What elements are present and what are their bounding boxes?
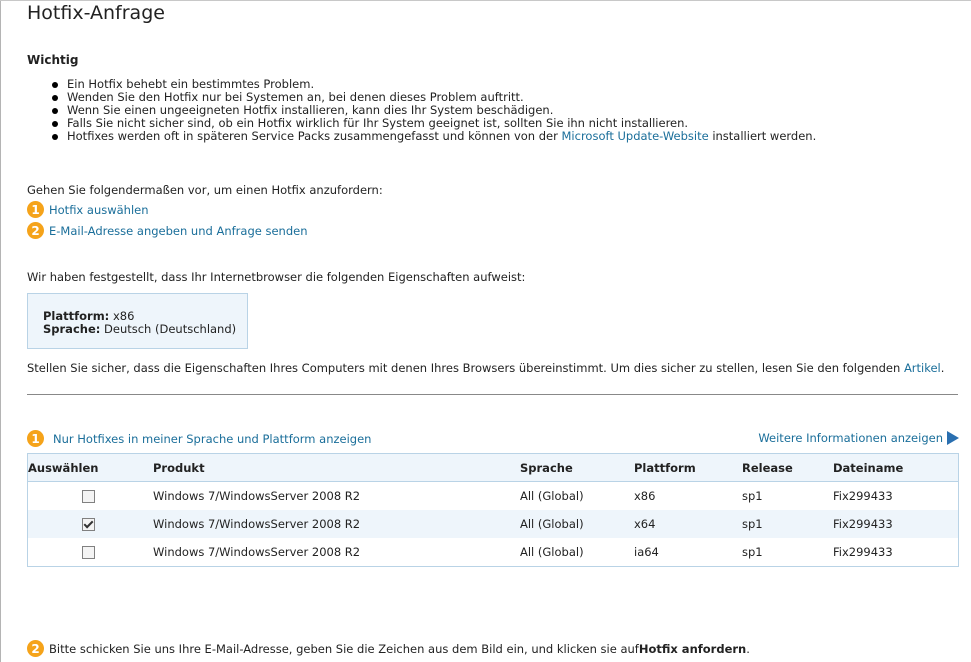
col-platform: Plattform <box>634 454 742 482</box>
select-cell <box>28 510 154 538</box>
select-checkbox[interactable] <box>82 490 95 503</box>
platform-cell: ia64 <box>634 545 659 559</box>
email-step-text: Bitte schicken Sie uns Ihre E-Mail-Adresse, geben Sie die Zeichen aus dem Bild ein, und klicken sie auf <box>49 641 639 656</box>
arrow-right-icon[interactable] <box>947 431 959 445</box>
language-cell: All (Global) <box>520 545 584 559</box>
step-2 <box>27 222 308 239</box>
col-product: Produkt <box>153 454 520 482</box>
email-request-link[interactable]: E-Mail-Adresse angeben und Anfrage senden <box>49 223 308 238</box>
email-step <box>27 640 750 657</box>
table-row <box>28 482 959 511</box>
platform-cell: x86 <box>634 489 656 503</box>
product-cell: Windows 7/WindowsServer 2008 R2 <box>153 489 361 503</box>
language-row <box>43 323 247 336</box>
note-item: Wenn Sie einen ungeeigneten Hotfix installieren, kann dies Ihr System beschädigen. <box>50 104 816 117</box>
step-1 <box>27 201 149 218</box>
ensure-prefix: Stellen Sie sicher, dass die Eigenschaften Ihres Computers mit denen Ihres Browsers übereinstimmt. Um dies sicher zu stellen, lesen Sie den folgenden <box>27 361 904 375</box>
more-info[interactable] <box>758 431 959 445</box>
select-cell <box>28 482 154 511</box>
language-cell: All (Global) <box>520 510 634 538</box>
filename-cell: Fix299433 <box>833 510 959 538</box>
platform-label: Plattform: <box>43 309 110 323</box>
note-item: Wenden Sie den Hotfix nur bei Systemen an, bei denen dieses Problem auftritt. <box>50 91 816 104</box>
hotfix-table <box>27 453 959 567</box>
article-link[interactable]: Artikel <box>903 361 941 375</box>
filename-cell: Fix299433 <box>833 545 893 559</box>
email-step-suffix: . <box>746 641 750 656</box>
platform-cell: x64 <box>634 510 742 538</box>
release-cell: sp1 <box>742 545 763 559</box>
select-checkbox[interactable] <box>82 518 95 531</box>
release-cell: sp1 <box>742 510 833 538</box>
filename-cell: Fix299433 <box>833 489 893 503</box>
table-row <box>28 538 959 567</box>
ensure-text <box>27 361 944 375</box>
table-row <box>28 510 959 538</box>
filter-row <box>27 430 371 447</box>
left-border <box>0 0 1 662</box>
steps-intro: Gehen Sie folgendermaßen vor, um einen Hotfix anzufordern: <box>27 183 383 197</box>
step-2-badge: 2 <box>27 222 44 239</box>
select-cell <box>28 538 154 567</box>
note-text: Hotfixes werden oft in späteren Service Packs zusammengefasst und können von der <box>67 129 562 143</box>
col-select: Auswählen <box>28 454 154 482</box>
col-filename: Dateiname <box>833 454 959 482</box>
select-hotfix-link[interactable]: Hotfix auswählen <box>49 202 149 217</box>
table-header-row <box>28 454 959 482</box>
col-language: Sprache <box>520 454 634 482</box>
release-cell: sp1 <box>742 489 763 503</box>
product-cell: Windows 7/WindowsServer 2008 R2 <box>153 545 361 559</box>
divider <box>27 394 958 395</box>
note-item <box>50 130 816 143</box>
top-border <box>0 0 971 1</box>
filter-my-language-link[interactable]: Nur Hotfixes in meiner Sprache und Plattform anzeigen <box>53 431 372 446</box>
step-1-badge: 1 <box>27 201 44 218</box>
microsoft-update-link[interactable]: Microsoft Update-Website <box>561 129 709 143</box>
important-heading: Wichtig <box>27 53 79 67</box>
note-item: Ein Hotfix behebt ein bestimmtes Problem. <box>50 78 816 91</box>
platform-value: x86 <box>112 309 135 323</box>
col-release: Release <box>742 454 833 482</box>
language-label: Sprache: <box>43 322 101 336</box>
important-notes-list <box>50 78 816 143</box>
select-checkbox[interactable] <box>82 546 95 559</box>
email-step-badge: 2 <box>27 640 44 657</box>
browser-properties-box <box>27 293 248 349</box>
page-title: Hotfix-Anfrage <box>27 2 165 24</box>
language-value: Deutsch (Deutschland) <box>104 322 237 336</box>
request-hotfix-label: Hotfix anfordern <box>638 641 747 656</box>
browser-detected-text: Wir haben festgestellt, dass Ihr Internetbrowser die folgenden Eigenschaften aufweist: <box>27 270 526 284</box>
product-cell: Windows 7/WindowsServer 2008 R2 <box>153 510 520 538</box>
ensure-suffix: . <box>940 361 945 375</box>
note-item: Falls Sie nicht sicher sind, ob ein Hotfix wirklich für Ihr System geeignet ist, sollten Sie ihn nicht installieren. <box>50 117 816 130</box>
language-cell: All (Global) <box>520 489 584 503</box>
note-text: installiert werden. <box>708 129 817 143</box>
more-info-link[interactable]: Weitere Informationen anzeigen <box>758 431 943 445</box>
filter-badge: 1 <box>27 430 44 447</box>
